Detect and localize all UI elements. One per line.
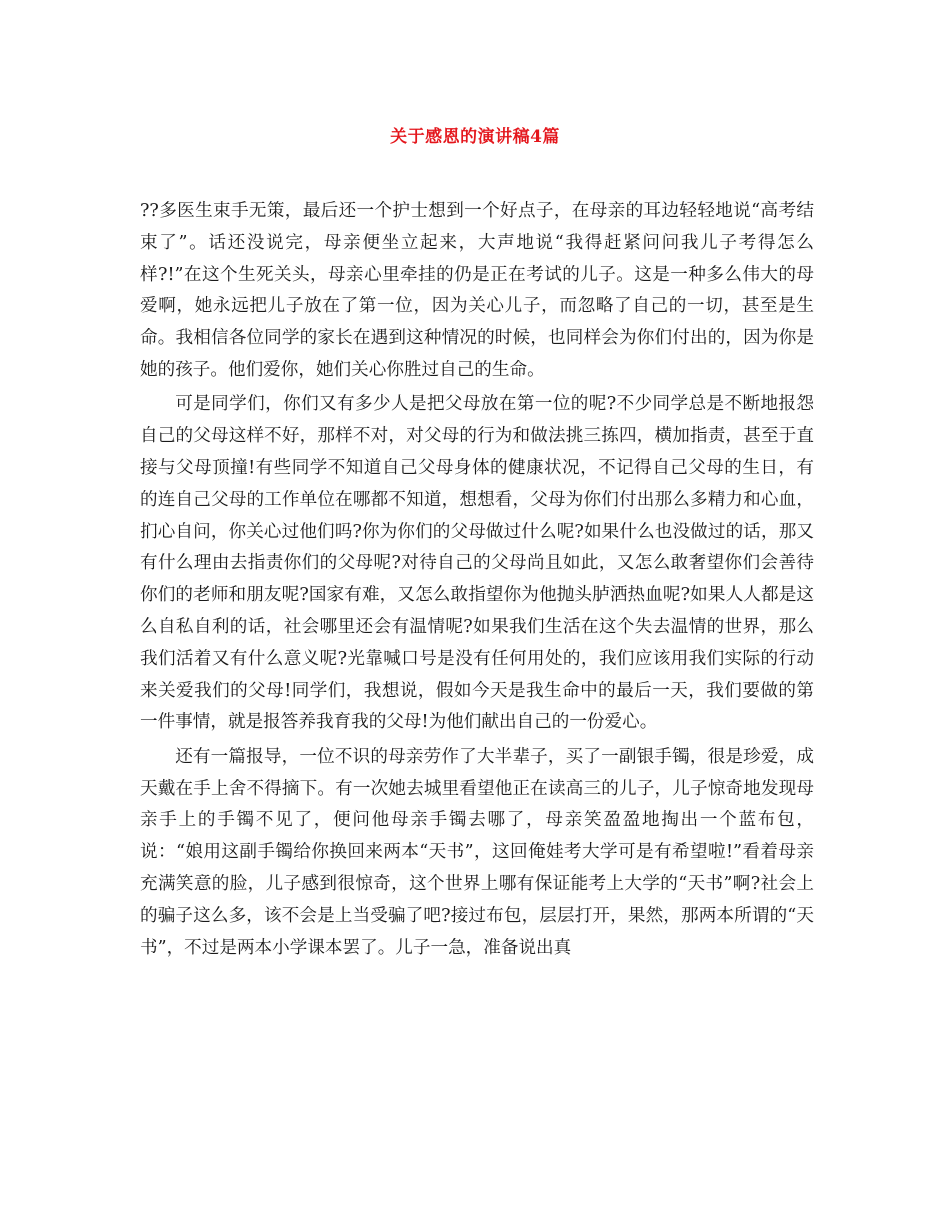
document-body — [140, 196, 814, 967]
paragraph-1: ??多医生束手无策，最后还一个护士想到一个好点子，在母亲的耳边轻轻地说“高考结束了”。话还没说完，母亲便坐立起来，大声地说“我得赶紧问问我儿子考得怎么样?!”在这个生死关头，母亲心里牵挂的仍是正在考试的儿子。这是一种多么伟大的母爱啊，她永远把儿子放在了第一位，因为关心儿子，而忽略了自己的一切，甚至是生命。我相信各位同学的家长在遇到这种情况的时候，也同样会为你们付出的，因为你是她的孩子。他们爱你，她们关心你胜过自己的生命。 — [140, 201, 814, 380]
document-title: 关于感恩的演讲稿4篇 — [390, 127, 560, 147]
paragraph-3: 还有一篇报导，一位不识的母亲劳作了大半辈子，买了一副银手镯，很是珍爱，成天戴在手上舍不得摘下。有一次她去城里看望他正在读高三的儿子，儿子惊奇地发现母亲手上的手镯不见了，便问他母亲手镯去哪了，母亲笑盈盈地掏出一个蓝布包，说：“娘用这副手镯给你换回来两本“天书”，这回俺娃考大学可是有希望啦!”看着母亲充满笑意的脸，儿子感到很惊奇，这个世界上哪有保证能考上大学的“天书”啊?社会上的骗子这么多，该不会是上当受骗了吧?接过布包，层层打开，果然，那两本所谓的“天书”，不过是两本小学课本罢了。儿子一急，准备说出真 — [140, 746, 814, 958]
paragraph-2: 可是同学们，你们又有多少人是把父母放在第一位的呢?不少同学总是不断地报怨自己的父母这样不好，那样不对，对父母的行为和做法挑三拣四，横加指责，甚至于直接与父母顶撞!有些同学不知道自己父母身体的健康状况，不记得自己父母的生日，有的连自己父母的工作单位在哪都不知道，想想看，父母为你们付出那么多精力和心血，扪心自问，你关心过他们吗?你为你们的父母做过什么呢?如果什么也没做过的话，那又有什么理由去指责你们的父母呢?对待自己的父母尚且如此，又怎么敢奢望你们会善待你们的老师和朋友呢?国家有难，又怎么敢指望你为他抛头胪洒热血呢?如果人人都是这么自私自利的话，社会哪里还会有温情呢?如果我们生活在这个失去温情的世界，那么我们活着又有什么意义呢?光靠喊口号是没有任何用处的，我们应该用我们实际的行动来关爱我们的父母!同学们，我想说，假如今天是我生命中的最后一天，我们要做的第一件事情，就是报答养我育我的父母!为他们献出自己的一份爱心。 — [140, 394, 814, 733]
